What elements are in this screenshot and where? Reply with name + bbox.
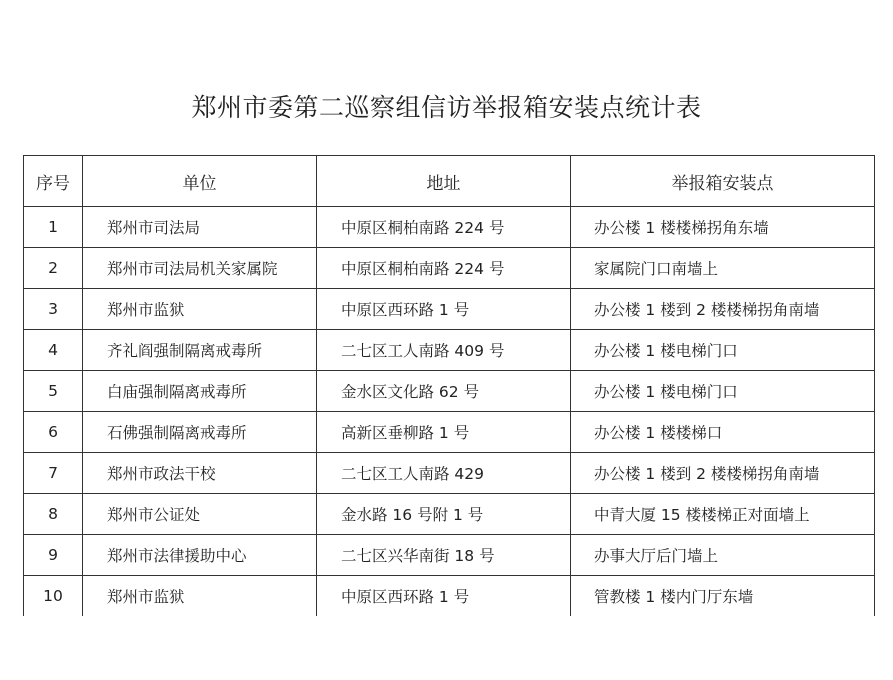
cell-address: 二七区兴华南街 18 号 xyxy=(317,535,571,576)
table-row xyxy=(24,248,875,289)
cell-address: 中原区西环路 1 号 xyxy=(317,289,571,330)
cell-serial: 1 xyxy=(24,207,83,248)
cell-location: 办公楼 1 楼楼梯拐角东墙 xyxy=(571,207,875,248)
cell-location: 中青大厦 15 楼楼梯正对面墙上 xyxy=(571,494,875,535)
cell-location: 办公楼 1 楼到 2 楼楼梯拐角南墙 xyxy=(571,289,875,330)
table-row xyxy=(24,494,875,535)
header-unit: 单位 xyxy=(83,156,317,207)
cell-location: 办公楼 1 楼楼梯口 xyxy=(571,412,875,453)
table-header xyxy=(24,156,875,207)
cell-serial: 2 xyxy=(24,248,83,289)
cell-serial: 9 xyxy=(24,535,83,576)
cell-unit: 郑州市监狱 xyxy=(83,289,317,330)
cell-serial: 3 xyxy=(24,289,83,330)
header-row xyxy=(24,156,875,207)
cell-serial: 10 xyxy=(24,576,83,617)
document-title: 郑州市委第二巡察组信访举报箱安装点统计表 xyxy=(191,93,702,122)
cell-unit: 齐礼阎强制隔离戒毒所 xyxy=(83,330,317,371)
cell-unit: 郑州市法律援助中心 xyxy=(83,535,317,576)
cell-unit: 白庙强制隔离戒毒所 xyxy=(83,371,317,412)
header-location: 举报箱安装点 xyxy=(571,156,875,207)
cell-address: 金水区文化路 62 号 xyxy=(317,371,571,412)
cell-serial: 5 xyxy=(24,371,83,412)
table-row xyxy=(24,330,875,371)
cell-serial: 4 xyxy=(24,330,83,371)
cell-unit: 郑州市司法局 xyxy=(83,207,317,248)
cell-address: 中原区西环路 1 号 xyxy=(317,576,571,617)
cell-address: 二七区工人南路 429 xyxy=(317,453,571,494)
cell-unit: 郑州市公证处 xyxy=(83,494,317,535)
cell-unit: 郑州市监狱 xyxy=(83,576,317,617)
header-serial: 序号 xyxy=(24,156,83,207)
cell-address: 金水路 16 号附 1 号 xyxy=(317,494,571,535)
table-row xyxy=(24,453,875,494)
cell-address: 中原区桐柏南路 224 号 xyxy=(317,248,571,289)
table-row xyxy=(24,576,875,617)
table-row xyxy=(24,535,875,576)
table-row xyxy=(24,412,875,453)
cell-location: 管教楼 1 楼内门厅东墙 xyxy=(571,576,875,617)
cell-unit: 郑州市政法干校 xyxy=(83,453,317,494)
cell-address: 高新区垂柳路 1 号 xyxy=(317,412,571,453)
cell-location: 办公楼 1 楼电梯门口 xyxy=(571,371,875,412)
table-body xyxy=(24,207,875,617)
cell-location: 办事大厅后门墙上 xyxy=(571,535,875,576)
cell-serial: 7 xyxy=(24,453,83,494)
cell-location: 家属院门口南墙上 xyxy=(571,248,875,289)
cell-serial: 8 xyxy=(24,494,83,535)
cell-address: 二七区工人南路 409 号 xyxy=(317,330,571,371)
stats-table xyxy=(23,155,875,616)
cell-unit: 郑州市司法局机关家属院 xyxy=(83,248,317,289)
cell-unit: 石佛强制隔离戒毒所 xyxy=(83,412,317,453)
cell-serial: 6 xyxy=(24,412,83,453)
cell-address: 中原区桐柏南路 224 号 xyxy=(317,207,571,248)
table-row xyxy=(24,289,875,330)
cell-location: 办公楼 1 楼到 2 楼楼梯拐角南墙 xyxy=(571,453,875,494)
table-row xyxy=(24,371,875,412)
header-address: 地址 xyxy=(317,156,571,207)
cell-location: 办公楼 1 楼电梯门口 xyxy=(571,330,875,371)
table-row xyxy=(24,207,875,248)
